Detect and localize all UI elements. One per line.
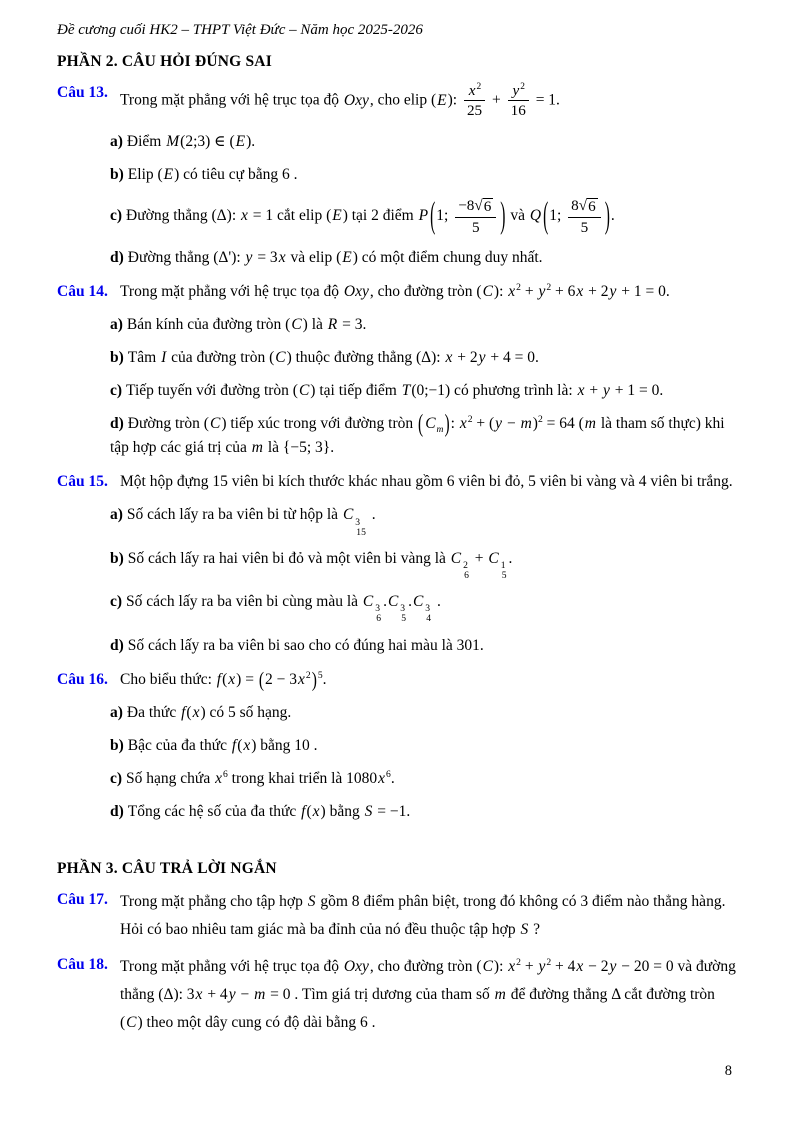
math-variable: C xyxy=(482,958,493,976)
math-variable: C xyxy=(342,506,354,524)
math-variable: x xyxy=(228,670,236,688)
math-variable: f xyxy=(231,736,237,754)
part-label: c) xyxy=(110,593,123,611)
question xyxy=(57,668,738,824)
fraction-numerator xyxy=(464,82,485,101)
text-run: . xyxy=(610,207,615,225)
math-variable: T xyxy=(401,382,411,400)
text-run: = 3 xyxy=(253,249,278,267)
text-run: và elip ( xyxy=(286,249,342,267)
text-run: ( xyxy=(306,802,312,820)
text-run: ) tại tiếp điểm xyxy=(310,382,401,400)
text-run: Tâm xyxy=(127,349,161,367)
superscript: 2 xyxy=(520,81,525,92)
math-variable: I xyxy=(161,349,167,367)
question-part xyxy=(110,130,738,154)
text-run: ) xyxy=(532,415,538,433)
math-variable: m xyxy=(494,986,506,1004)
section-title: PHẦN 3. CÂU TRẢ LỜI NGẮN xyxy=(57,859,277,877)
part-label: b) xyxy=(110,349,124,367)
math-variable: f xyxy=(216,670,222,688)
question-label: Câu 16. xyxy=(57,670,108,688)
sup-sub-stack xyxy=(400,604,406,624)
text-run: . xyxy=(322,670,327,688)
question-part xyxy=(110,163,738,187)
text-run: . xyxy=(367,506,376,524)
question-label: Câu 15. xyxy=(57,473,108,491)
superscript: 6 xyxy=(386,768,391,780)
text-run: ( xyxy=(237,736,243,754)
text-run: là tham số thực) khi tập hợp các giá trị của xyxy=(110,415,729,457)
big-paren: ( xyxy=(543,196,549,237)
math-variable: y xyxy=(609,283,617,301)
part-label: d) xyxy=(110,249,124,267)
math-variable: y xyxy=(228,986,236,1004)
fraction xyxy=(464,82,485,120)
math-variable: x xyxy=(298,670,305,688)
document-header: Đề cương cuối HK2 – THPT Việt Đức – Năm học 2025-2026 xyxy=(57,22,423,38)
big-paren: ) xyxy=(311,668,317,692)
fraction-numerator xyxy=(568,197,601,218)
part-label: a) xyxy=(110,132,123,150)
text-run: và xyxy=(506,207,529,225)
text-run: Cho biểu thức: xyxy=(120,670,216,688)
radicand: 6 xyxy=(588,197,596,215)
question xyxy=(57,888,738,944)
math-variable: M xyxy=(166,132,180,150)
stack-superscript: 3 xyxy=(400,603,406,615)
superscript: 2 xyxy=(516,281,521,293)
question-row xyxy=(57,888,738,944)
text-run: ): xyxy=(493,958,508,976)
text-run: , cho đường tròn ( xyxy=(369,283,482,301)
math-variable: Oxy xyxy=(343,91,369,109)
radicand: 6 xyxy=(483,197,492,215)
text-run: ( xyxy=(222,670,228,688)
text-run: Đường thẳng (Δ'): xyxy=(127,249,245,267)
math-variable: x xyxy=(195,986,203,1004)
text-run: ). xyxy=(246,132,256,150)
superscript: 2 xyxy=(537,414,543,426)
text-run: trong khai triển là 1080 xyxy=(227,769,378,787)
text-run: Trong mặt phẳng cho tập hợp xyxy=(120,892,307,910)
part-label: c) xyxy=(110,207,123,225)
text-run: ) có 5 số hạng. xyxy=(200,703,292,721)
text-run: Trong mặt phẳng với hệ trục tọa độ xyxy=(120,283,343,301)
math-variable: C xyxy=(209,415,221,433)
text-run: gồm 8 điểm phân biệt, trong đó không có 3 điểm nào thẳng hàng. Hỏi có bao nhiêu tam giác mà ba đỉnh của nó đều thuộc tập hợp xyxy=(120,892,730,938)
sup-sub-stack xyxy=(463,561,469,581)
text-run: Một hộp đựng 15 viên bi kích thước khác nhau gồm 6 viên bi đỏ, 5 viên bi vàng và 4 viên bi trắng. xyxy=(120,473,733,491)
text-run: . xyxy=(433,593,441,611)
question-label: Câu 14. xyxy=(57,283,108,301)
question-stem xyxy=(120,888,738,944)
question xyxy=(57,81,738,270)
text-run: ? xyxy=(529,920,540,938)
text-run: 25 xyxy=(466,102,483,120)
math-variable: y xyxy=(478,349,486,367)
document-content xyxy=(57,53,738,1037)
math-variable: C xyxy=(450,549,462,567)
text-run: ) là xyxy=(302,316,327,334)
subscript: m xyxy=(436,424,444,436)
text-run: = 64 ( xyxy=(542,415,584,433)
fraction-denominator xyxy=(508,101,529,119)
part-label: d) xyxy=(110,636,124,654)
fraction-denominator xyxy=(464,101,485,119)
text-run: + ( xyxy=(472,415,495,433)
question-row xyxy=(57,280,738,304)
text-run: 16 xyxy=(510,102,526,120)
math-variable: x xyxy=(508,283,516,301)
text-run: để đường thẳng Δ cắt đường tròn ( xyxy=(120,986,719,1032)
question-stem xyxy=(120,470,738,494)
text-run: Bậc của đa thức xyxy=(127,736,231,754)
part-label: c) xyxy=(110,382,123,400)
text-run: + 2 xyxy=(584,283,609,301)
question-part xyxy=(110,346,738,370)
text-run: + 4 = 0. xyxy=(486,349,539,367)
text-run: . xyxy=(383,593,387,611)
math-variable: x xyxy=(468,82,476,99)
fraction-numerator xyxy=(508,82,529,101)
math-variable: S xyxy=(520,920,529,938)
text-run: ) tiếp xúc trong với đường tròn xyxy=(221,415,418,433)
text-run: 2 − 3 xyxy=(265,670,297,688)
part-label: b) xyxy=(110,736,124,754)
text-run: = −1. xyxy=(373,802,411,820)
question-parts xyxy=(110,503,738,657)
part-label: a) xyxy=(110,506,123,524)
text-run: − 20 = 0 và đường thẳng (Δ): 3 xyxy=(120,958,740,1004)
part-label: a) xyxy=(110,703,123,721)
text-run: Điểm xyxy=(126,132,166,150)
big-paren: ( xyxy=(430,196,436,237)
fraction xyxy=(455,197,496,236)
text-run: 5 xyxy=(580,218,589,236)
question-part xyxy=(110,590,738,624)
math-variable: E xyxy=(437,91,447,109)
question-part xyxy=(110,800,738,824)
math-variable: Q xyxy=(529,207,542,225)
text-run: : xyxy=(450,415,459,433)
math-variable: S xyxy=(364,802,373,820)
math-variable: C xyxy=(291,316,302,334)
section xyxy=(57,860,738,1037)
part-label: a) xyxy=(110,316,123,334)
text-run: = 3. xyxy=(338,316,367,334)
math-variable: E xyxy=(332,207,342,225)
question-part xyxy=(110,313,738,337)
question-parts xyxy=(110,130,738,270)
part-label: d) xyxy=(110,415,124,433)
section-title: PHẦN 2. CÂU HỎI ĐÚNG SAI xyxy=(57,53,272,70)
math-variable: f xyxy=(181,703,186,721)
stack-subscript: 6 xyxy=(376,613,382,625)
math-variable: E xyxy=(342,249,352,267)
math-variable: C xyxy=(362,593,374,611)
math-variable: x xyxy=(459,415,467,433)
math-variable: y xyxy=(495,415,503,433)
math-variable: y xyxy=(609,958,617,976)
math-variable: x xyxy=(576,958,584,976)
text-run: ) bằng 10 . xyxy=(251,736,318,754)
text-run: Tiếp tuyến với đường tròn ( xyxy=(126,382,298,400)
question-part xyxy=(110,734,738,758)
fraction xyxy=(508,82,529,120)
superscript: 2 xyxy=(546,957,552,969)
text-run: Elip ( xyxy=(127,165,163,183)
question-row xyxy=(57,953,738,1037)
text-run: ) theo một dây cung có độ dài bằng 6 . xyxy=(137,1014,376,1032)
text-run: , cho đường tròn ( xyxy=(369,958,482,976)
math-variable: E xyxy=(163,165,174,183)
text-run: Số cách lấy ra ba viên bi từ hộp là xyxy=(126,506,342,524)
text-run: + 4 xyxy=(203,986,228,1004)
fraction-numerator xyxy=(455,197,496,218)
big-paren: ) xyxy=(604,196,610,237)
text-run: ) thuộc đường thẳng (Δ): xyxy=(286,349,445,367)
text-run: = 0 . Tìm giá trị dương của tham số xyxy=(266,986,494,1004)
math-variable: x xyxy=(241,207,248,225)
text-run: Bán kính của đường tròn ( xyxy=(126,316,291,334)
sup-sub-stack xyxy=(425,604,431,624)
question-part xyxy=(110,246,738,270)
superscript: 2 xyxy=(546,281,552,293)
math-variable: C xyxy=(488,549,499,567)
question-part xyxy=(110,503,738,537)
math-variable: m xyxy=(584,415,596,433)
question-parts xyxy=(110,701,738,824)
sup-sub-stack xyxy=(355,518,366,538)
math-variable: C xyxy=(298,382,310,400)
question-label: Câu 13. xyxy=(57,84,108,101)
text-run: = 1. xyxy=(531,91,560,109)
question-parts xyxy=(110,313,738,460)
fraction xyxy=(568,197,601,236)
superscript: 2 xyxy=(467,414,473,426)
part-label: c) xyxy=(110,769,123,787)
text-run: + xyxy=(470,549,488,567)
sup-sub-stack xyxy=(375,604,381,624)
text-run: + xyxy=(520,958,538,976)
section xyxy=(57,53,738,824)
text-run: −8 xyxy=(458,196,475,214)
text-run: − xyxy=(236,986,254,1004)
text-run: (2;3) ∈ ( xyxy=(180,132,235,150)
stack-superscript: 3 xyxy=(355,516,361,528)
big-paren: ) xyxy=(500,196,506,237)
big-paren: ) xyxy=(444,411,450,439)
text-run: của đường tròn ( xyxy=(167,349,275,367)
math-variable: x xyxy=(445,349,453,367)
text-run: Số cách lấy ra ba viên bi cùng màu là xyxy=(126,593,362,611)
text-run: Số cách lấy ra ba viên bi sao cho có đúng hai màu là 301. xyxy=(127,636,484,654)
math-variable: x xyxy=(243,736,251,754)
question-label: Câu 18. xyxy=(57,956,108,974)
math-variable: m xyxy=(520,415,532,433)
text-run: ): xyxy=(493,283,508,301)
text-run: + xyxy=(488,91,505,109)
text-run: 5 xyxy=(471,218,480,236)
text-run: + 1 = 0. xyxy=(617,283,670,301)
text-run: − 2 xyxy=(584,958,609,976)
math-variable: C xyxy=(387,593,399,611)
stack-superscript: 1 xyxy=(500,559,506,571)
text-run: , cho elip ( xyxy=(369,91,437,109)
text-run: Số hạng chứa xyxy=(126,769,215,787)
text-run: ) = xyxy=(236,670,258,688)
math-variable: C xyxy=(412,593,424,611)
question-part xyxy=(110,547,738,581)
part-label: b) xyxy=(110,549,124,567)
text-run: + xyxy=(520,283,538,301)
text-run: (0;−1) có phương trình là: xyxy=(411,382,577,400)
stack-subscript: 15 xyxy=(356,526,366,538)
math-variable: y xyxy=(602,382,610,400)
text-run: ) có tiêu cự bằng 6 . xyxy=(174,165,298,183)
text-run: ): xyxy=(447,91,461,109)
text-run: + xyxy=(585,382,602,400)
superscript: 2 xyxy=(516,957,521,969)
text-run: . xyxy=(408,593,412,611)
math-variable: Oxy xyxy=(343,958,369,976)
radical-sign: √ xyxy=(578,196,588,214)
question-part xyxy=(110,379,738,403)
math-variable: f xyxy=(301,802,306,820)
text-run: . xyxy=(390,769,395,787)
text-run: Tổng các hệ số của đa thức xyxy=(127,802,301,820)
question-row xyxy=(57,668,738,692)
math-variable: m xyxy=(251,439,263,457)
question-part xyxy=(110,196,738,237)
text-run: + 2 xyxy=(453,349,478,367)
square-root xyxy=(474,198,493,216)
stack-superscript: 2 xyxy=(463,559,468,571)
superscript: 2 xyxy=(305,669,311,681)
superscript: 6 xyxy=(222,768,228,780)
question-part xyxy=(110,701,738,725)
text-run: Số cách lấy ra hai viên bi đỏ và một viên bi vàng là xyxy=(127,549,450,567)
question-part xyxy=(110,634,738,658)
question-stem xyxy=(120,668,738,692)
math-variable: P xyxy=(418,207,429,225)
superscript: 5 xyxy=(317,669,323,681)
question-row xyxy=(57,81,738,121)
question-part xyxy=(110,412,738,460)
math-variable: x xyxy=(576,283,584,301)
math-variable: E xyxy=(235,132,246,150)
question-part xyxy=(110,767,738,791)
stack-subscript: 6 xyxy=(464,570,469,582)
math-variable: Oxy xyxy=(343,283,369,301)
question-label: Câu 17. xyxy=(57,890,108,908)
question xyxy=(57,470,738,657)
page-number: 8 xyxy=(724,1063,732,1079)
radical-sign: √ xyxy=(474,196,483,214)
big-paren: ( xyxy=(258,668,264,692)
math-variable: x xyxy=(312,802,320,820)
sup-sub-stack xyxy=(501,561,507,581)
math-variable: x xyxy=(278,249,286,267)
stack-subscript: 5 xyxy=(501,570,507,582)
math-variable: x xyxy=(215,769,222,787)
square-root xyxy=(579,198,598,216)
text-run: là {−5; 3}. xyxy=(263,439,335,457)
stack-subscript: 5 xyxy=(401,613,407,625)
math-variable: x xyxy=(577,382,585,400)
text-run: ) tại 2 điểm xyxy=(342,207,418,225)
stack-superscript: 3 xyxy=(425,603,431,615)
text-run: . xyxy=(508,549,513,567)
math-variable: C xyxy=(275,349,286,367)
question-row xyxy=(57,470,738,494)
text-run: 1; xyxy=(436,207,453,225)
text-run: − xyxy=(503,415,520,433)
math-variable: y xyxy=(538,283,546,301)
big-paren: ( xyxy=(418,411,424,439)
text-run: = 1 cắt elip ( xyxy=(248,207,332,225)
math-variable: y xyxy=(512,82,520,99)
math-variable: x xyxy=(378,769,386,787)
superscript: 2 xyxy=(476,81,482,92)
math-variable: C xyxy=(425,415,436,433)
text-run: Trong mặt phẳng với hệ trục tọa độ xyxy=(120,91,343,109)
text-run: Đa thức xyxy=(126,703,181,721)
text-run: 8 xyxy=(571,196,579,214)
text-run: ) bằng xyxy=(320,802,364,820)
stack-subscript: 4 xyxy=(426,613,432,625)
text-run: + 4 xyxy=(551,958,576,976)
question xyxy=(57,953,738,1037)
stack-superscript: 3 xyxy=(375,603,381,615)
text-run: + 6 xyxy=(551,283,576,301)
math-variable: y xyxy=(245,249,253,267)
text-run: Đường thẳng (Δ): xyxy=(126,207,240,225)
math-variable: x xyxy=(508,958,516,976)
math-variable: C xyxy=(126,1014,137,1032)
question-stem xyxy=(120,81,738,121)
question xyxy=(57,280,738,460)
math-variable: x xyxy=(192,703,200,721)
math-variable: m xyxy=(254,986,266,1004)
text-run: ) có một điểm chung duy nhất. xyxy=(352,249,543,267)
text-run: Đường tròn ( xyxy=(127,415,209,433)
question-stem xyxy=(120,280,738,304)
question-stem xyxy=(120,953,738,1037)
math-variable: S xyxy=(307,892,316,910)
part-label: b) xyxy=(110,165,124,183)
text-run: ( xyxy=(186,703,192,721)
fraction-denominator xyxy=(568,218,601,236)
math-variable: R xyxy=(327,316,338,334)
math-variable: C xyxy=(482,283,493,301)
text-run: + 1 = 0. xyxy=(610,382,664,400)
math-variable: y xyxy=(538,958,546,976)
text-run: 1; xyxy=(549,207,566,225)
fraction-denominator xyxy=(455,218,496,236)
part-label: d) xyxy=(110,802,124,820)
text-run: Trong mặt phẳng với hệ trục tọa độ xyxy=(120,958,343,976)
